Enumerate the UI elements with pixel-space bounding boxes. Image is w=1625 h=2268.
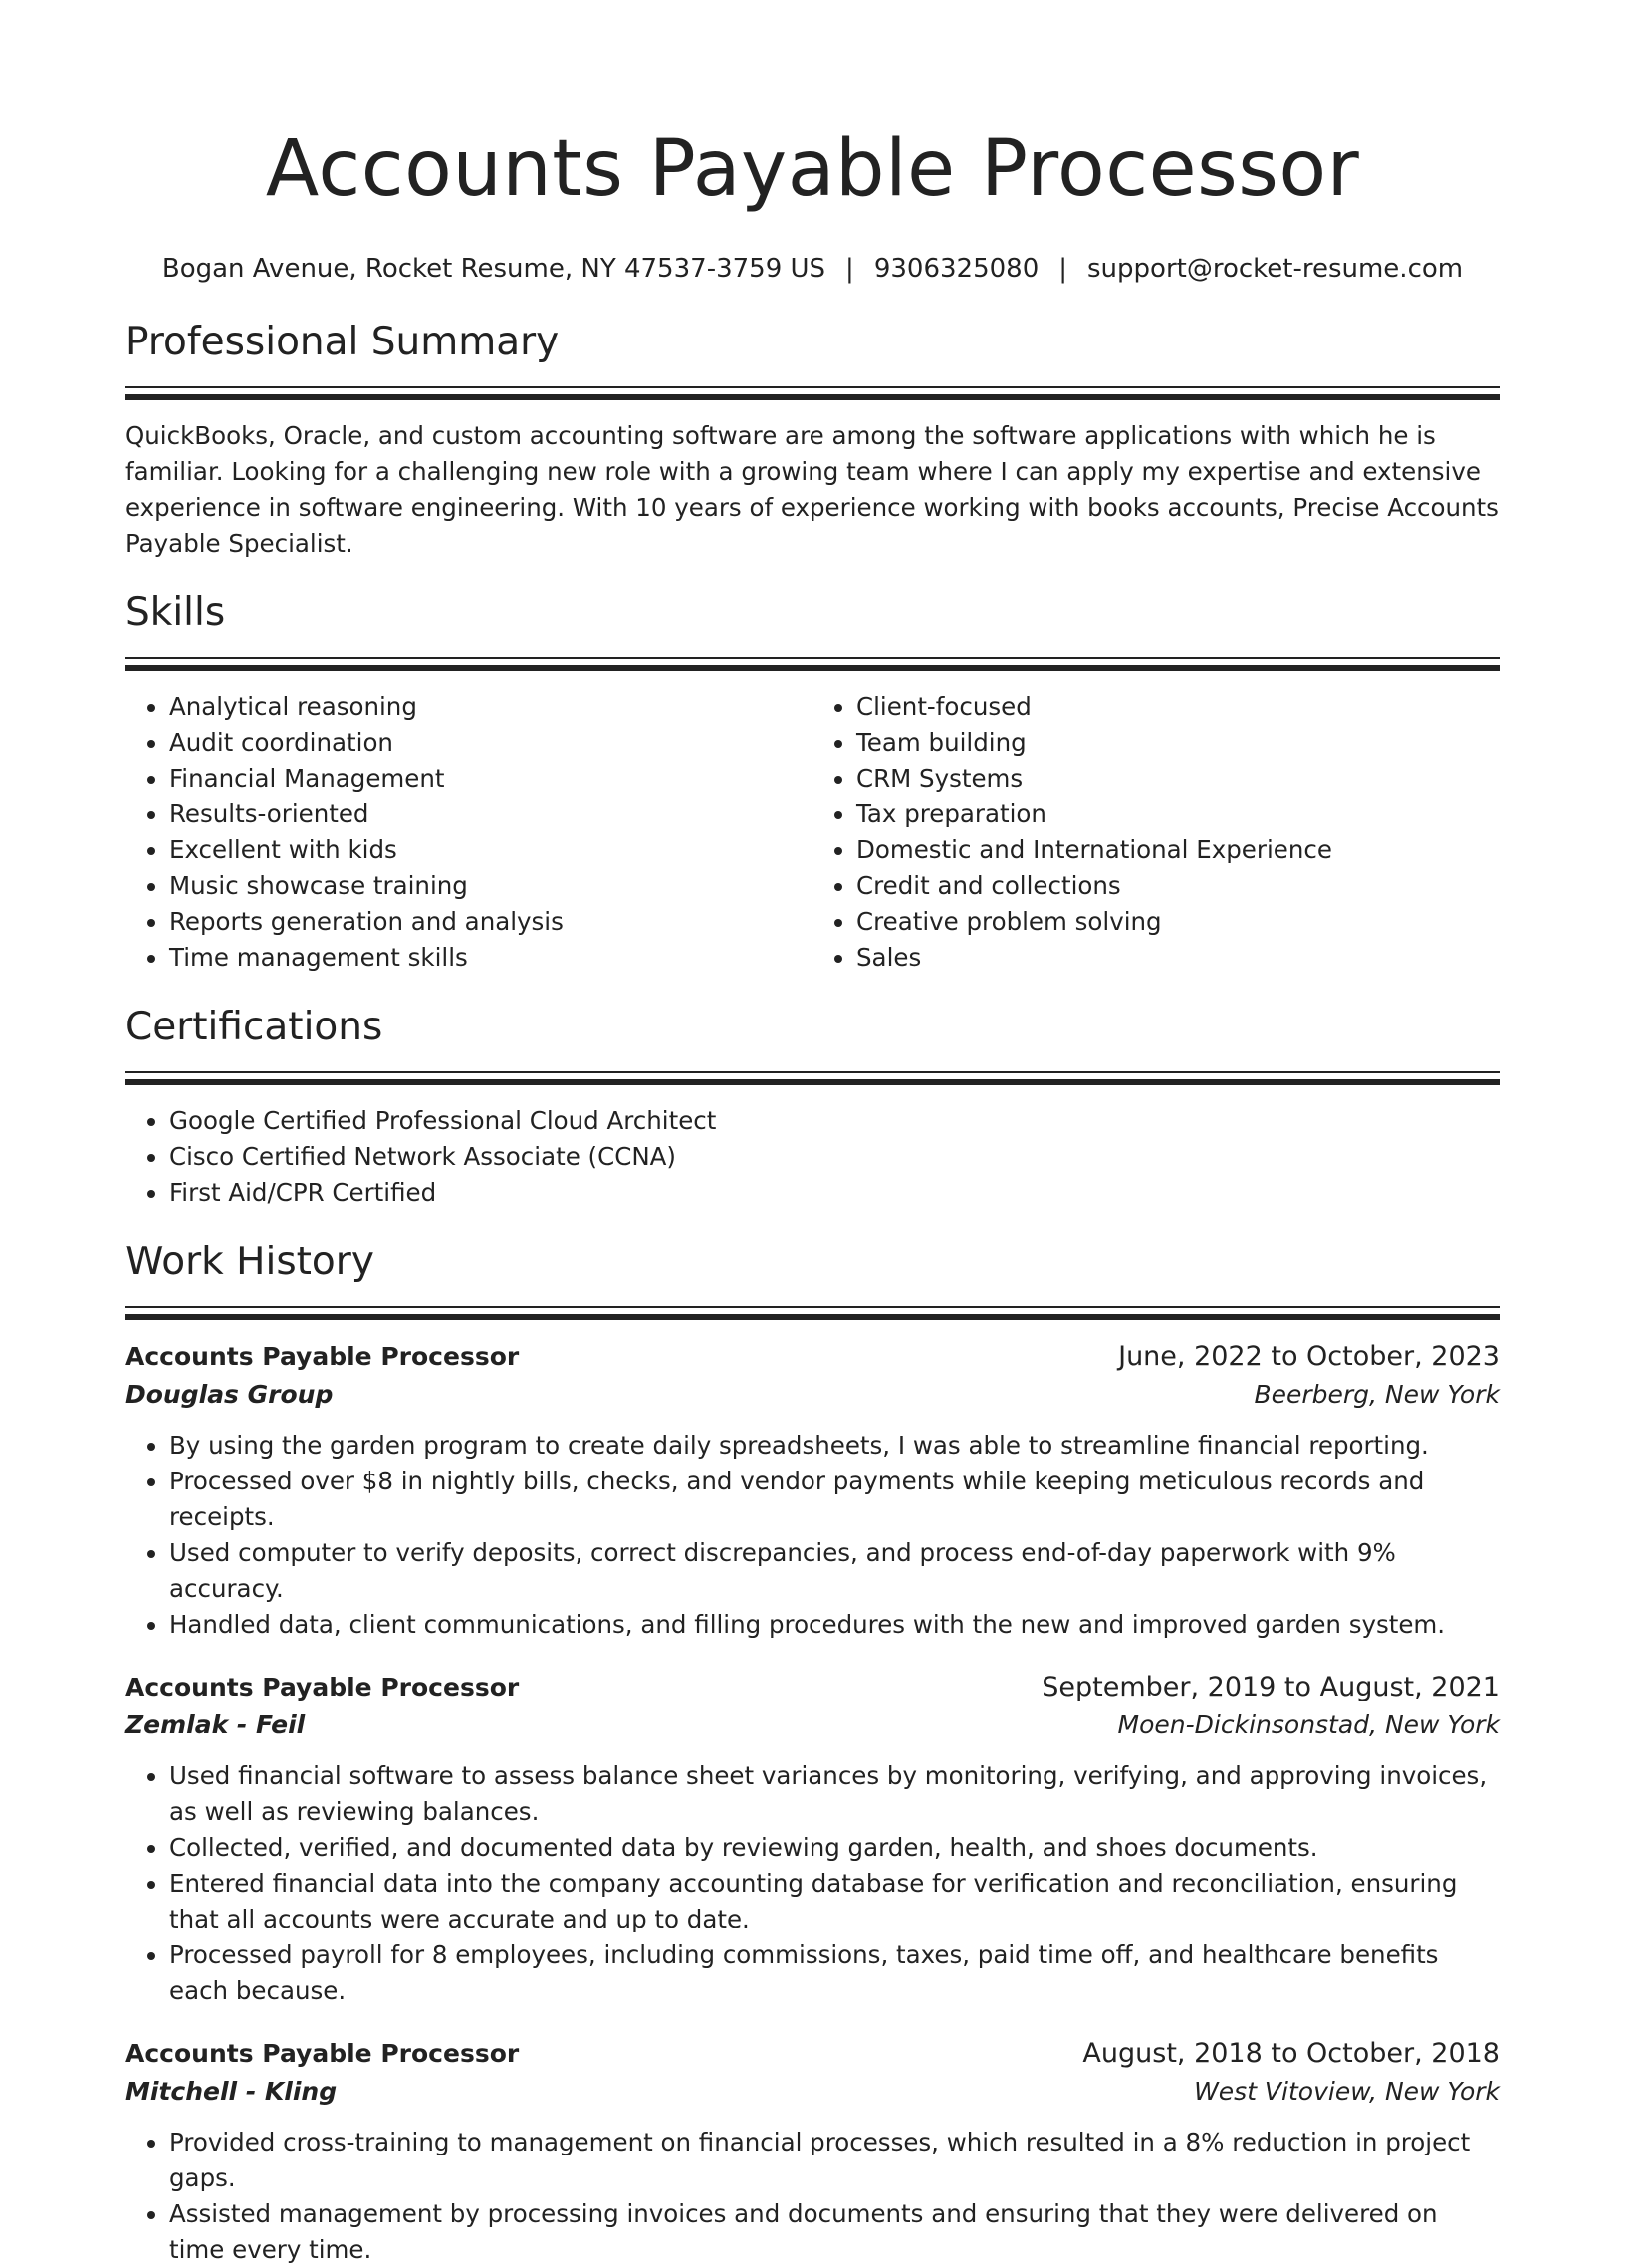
skill-item: • Financial Management (169, 761, 812, 796)
section-title-skills: Skills (125, 590, 226, 635)
job-bullet: • Used computer to verify deposits, correct discrepancies, and process end-of-day paperwork with 9% accuracy. (169, 1535, 1500, 1607)
certifications-list (125, 1103, 1500, 1211)
job-bullet: • Processed over $8 in nightly bills, checks, and vendor payments while keeping meticulous records and receipts. (169, 1464, 1500, 1535)
skills-section (125, 589, 1500, 976)
skill-item: • Creative problem solving (856, 904, 1500, 940)
contact-separator: | (1058, 254, 1067, 284)
section-divider (125, 657, 1500, 671)
job-subheader (125, 1376, 1500, 1414)
skill-item: • CRM Systems (856, 761, 1500, 796)
job-location: Beerberg, New York (1254, 1380, 1500, 1409)
skills-columns (125, 689, 1500, 976)
work-history-section (125, 1239, 1500, 2268)
job-location: West Vitoview, New York (1194, 2077, 1500, 2106)
skill-item: • Client-focused (856, 689, 1500, 725)
job-company: Mitchell - Kling (125, 2077, 338, 2106)
section-title-work-history: Work History (125, 1240, 374, 1284)
skill-item: • Excellent with kids (169, 832, 812, 868)
job-bullets (125, 1758, 1500, 2009)
skill-item: • Reports generation and analysis (169, 904, 812, 940)
contact-separator: | (845, 254, 854, 284)
job-company: Zemlak - Feil (125, 1710, 306, 1739)
section-title-certifications: Certifications (125, 1005, 383, 1049)
certification-item: • Google Certified Professional Cloud Architect (169, 1103, 1500, 1139)
job-entry (125, 1669, 1500, 2009)
summary-section (125, 319, 1500, 562)
skills-list-right (812, 689, 1500, 976)
section-divider (125, 1071, 1500, 1085)
job-header (125, 1338, 1500, 1376)
skill-item: • Tax preparation (856, 796, 1500, 832)
job-title: Accounts Payable Processor (125, 1673, 520, 1701)
skill-item: • Time management skills (169, 940, 812, 976)
skill-item: • Credit and collections (856, 868, 1500, 904)
job-bullet: • Used financial software to assess balance sheet variances by monitoring, verifying, and approving invoices, as well as reviewing balances. (169, 1758, 1500, 1830)
contact-address: Bogan Avenue, Rocket Resume, NY 47537-3759 US (161, 254, 826, 284)
certification-item: • First Aid/CPR Certified (169, 1175, 1500, 1211)
job-title: Accounts Payable Processor (125, 1342, 520, 1371)
skill-item: • Analytical reasoning (169, 689, 812, 725)
contact-line (125, 251, 1500, 287)
job-bullet: • Provided cross-training to management on financial processes, which resulted in a 8% reduction in project gaps. (169, 2125, 1500, 2196)
job-bullet: • Entered financial data into the company accounting database for verification and reconciliation, ensuring that all accounts were accurate and up to date. (169, 1866, 1500, 1937)
certifications-section (125, 1004, 1500, 1211)
job-company: Douglas Group (125, 1380, 334, 1409)
candidate-name: Accounts Payable Processor (265, 124, 1360, 214)
contact-email[interactable]: support@rocket-resume.com (1087, 254, 1464, 284)
job-header (125, 2035, 1500, 2073)
job-bullets (125, 2125, 1500, 2268)
job-location: Moen-Dickinsonstad, New York (1117, 1710, 1500, 1739)
summary-text: QuickBooks, Oracle, and custom accounting software are among the software applications with which he is familiar. Looking for a challenging new role with a growing team where I can apply my expertise and extensive experience in software engineering. With 10 years of experience working with books accounts, Precise Accounts Payable Specialist. (125, 421, 1499, 558)
certification-item: • Cisco Certified Network Associate (CCNA) (169, 1139, 1500, 1175)
skill-item: • Domestic and International Experience (856, 832, 1500, 868)
section-divider (125, 386, 1500, 400)
job-header (125, 1669, 1500, 1706)
job-entry (125, 2035, 1500, 2268)
job-bullet: • By using the garden program to create daily spreadsheets, I was able to streamline financial reporting. (169, 1428, 1500, 1464)
job-subheader (125, 1706, 1500, 1744)
job-bullet: • Handled data, client communications, and filling procedures with the new and improved garden system. (169, 1607, 1500, 1643)
job-bullet: • Collected, verified, and documented data by reviewing garden, health, and shoes documents. (169, 1830, 1500, 1866)
job-bullets (125, 1428, 1500, 1643)
skills-list-left (125, 689, 812, 976)
skill-item: • Music showcase training (169, 868, 812, 904)
job-dates: September, 2019 to August, 2021 (1042, 1672, 1500, 1702)
job-bullet: • Assisted management by processing invoices and documents and ensuring that they were delivered on time every time. (169, 2196, 1500, 2268)
job-subheader (125, 2073, 1500, 2111)
contact-phone: 9306325080 (873, 254, 1040, 284)
job-dates: August, 2018 to October, 2018 (1082, 2038, 1500, 2069)
section-title-summary: Professional Summary (125, 320, 560, 364)
job-entry (125, 1338, 1500, 1643)
job-dates: June, 2022 to October, 2023 (1118, 1341, 1500, 1372)
skill-item: • Sales (856, 940, 1500, 976)
skill-item: • Results-oriented (169, 796, 812, 832)
skill-item: • Team building (856, 725, 1500, 761)
job-title: Accounts Payable Processor (125, 2039, 520, 2068)
skill-item: • Audit coordination (169, 725, 812, 761)
section-divider (125, 1306, 1500, 1320)
job-bullet: • Processed payroll for 8 employees, including commissions, taxes, paid time off, and healthcare benefits each because. (169, 1937, 1500, 2009)
